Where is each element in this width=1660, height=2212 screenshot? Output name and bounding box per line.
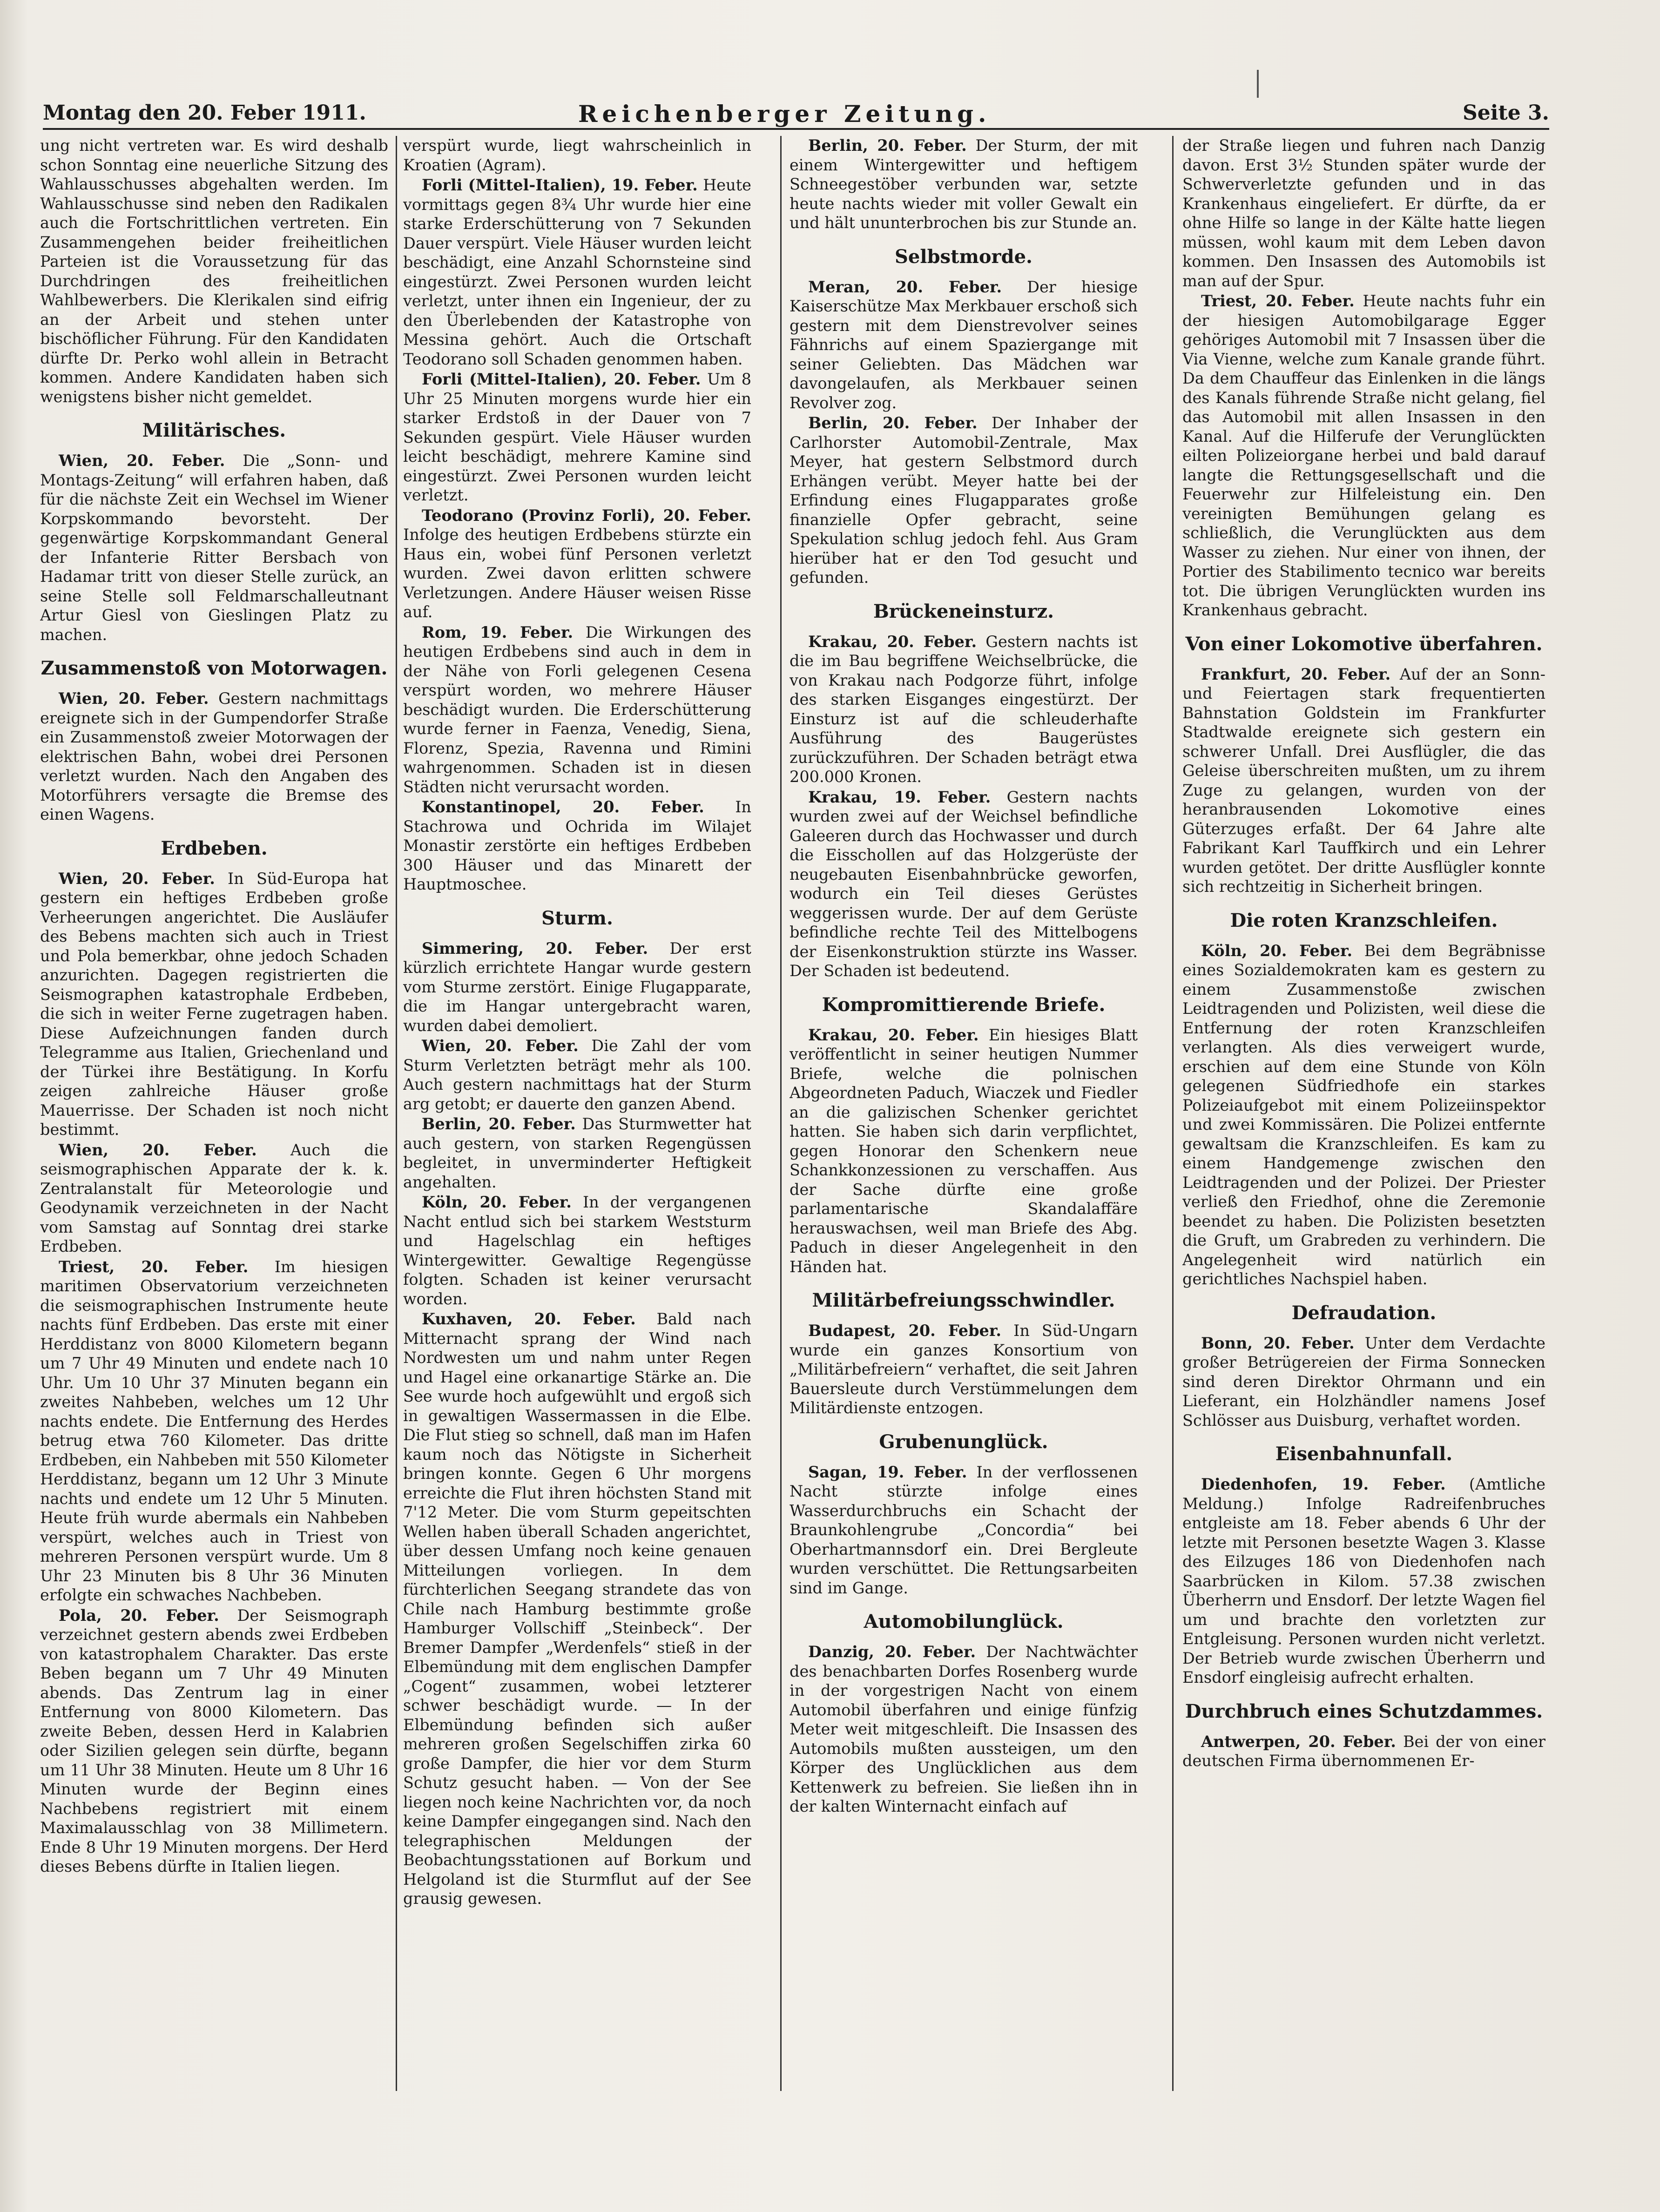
paragraph-text: Heute vormittags gegen 8¾ Uhr wurde hier eine starke Erderschütterung von 7 Sekunden Dauer verspürt. Viele Häuser wurden leicht beschädigt, eine Anzahl Schornsteine sind eingestürzt. Zwei Personen wurden leicht verletzt, unter ihnen ein Ingenieur, der zu den Überlebenden der Katastrophe von Messina gehört. Auch die Ortschaft Teodorano soll Schaden genommen haben. [403,176,751,368]
article-heading: Eisenbahnunfall. [1275,1443,1453,1465]
article-heading: Grubenunglück. [879,1430,1048,1453]
newspaper-title: Reichenberger Zeitung. [578,100,991,128]
article-heading: Die roten Kranzschleifen. [1230,909,1498,931]
dateline: Rom, 19. Feber. [422,623,574,641]
article-heading: Zusammenstoß von Motorwagen. [40,657,388,679]
paragraph-text: Der Inhaber der Carlhorster Automobil-Zentrale, Max Meyer, hat gestern Selbstmord durch Erhängen verübt. Meyer hatte bei der Erfindung eines Flugapparates große finanzielle Opfer gebracht, seine Spekulation schlug jedoch fehl. Aus Gram hierüber hat er den Tod gesucht und gefunden. [790,414,1138,587]
paragraph-text: In der verflossenen Nacht stürzte infolge eines Wasserdurchbruchs ein Schacht der Braunkohlengrube „Concordia“ bei Oberhartmannsdorf ein. Drei Bergleute wurden verschüttet. Die Rettungsarbeiten sind im Gange. [790,1463,1138,1597]
column-1 [40,136,388,2128]
article-paragraph [403,175,751,369]
article-paragraph [790,632,1138,787]
page-number: Seite 3. [1462,101,1549,125]
article-paragraph [40,451,388,644]
paragraph-text: Ein hiesiges Blatt veröffentlicht in seiner heutigen Nummer Briefe, welche die polnischen Abgeordneten Paduch, Wiaczek und Fiedler an die galizischen Schenker gerichtet hatten. Sie haben sich darin verpflichtet, gegen Honorar den Schenkern neue Schankkonzessionen zu verschaffen. Aus der Sache dürfte eine große parlamentarische Skandalaffäre herauswachsen, weil man Briefe des Abg. Paduch in dieser Angelegenheit in den Händen hat. [790,1025,1138,1276]
article-heading: Militärbefreiungsschwindler. [812,1289,1115,1311]
article-paragraph [790,1321,1138,1418]
paragraph-text: Auf der an Sonn- und Feiertagen stark frequentierten Bahnstation Goldstein im Frankfurter Stadtwalde ereignete sich gestern ein schwerer Unfall. Drei Ausflügler, die das Geleise überschreiten mußten, um zu ihrem Zuge zu gelangen, wurden von der heranbrausenden Lokomotive eines Güterzuges erfaßt. Der 64 Jahre alte Fabrikant Karl Tauffkirch und ein Lehrer wurden getötet. Der dritte Ausflügler konnte sich rechtzeitig in Sicherheit bringen. [1182,665,1545,896]
paragraph-text: Der erst kürzlich errichtete Hangar wurde gestern vom Sturme zerstört. Einige Flugapparate, die im Hangar untergebracht waren, wurden dabei demoliert. [403,939,751,1035]
paragraph-text: Der Nachtwächter des benachbarten Dorfes Rosenberg wurde in der vorgestrigen Nacht von einem Automobil überfahren und einige fünfzig Meter weit mitgeschleift. Die Insassen des Automobils mußten aussteigen, um den Körper des Unglücklichen aus dem Kettenwerk zu befreien. Sie ließen ihn in der kalten Winternacht einfach auf [790,1643,1138,1815]
dateline: Danzig, 20. Feber. [808,1643,976,1661]
article-paragraph [790,136,1138,233]
article-paragraph [40,689,388,824]
article-paragraph [403,939,751,1036]
paragraph-text: Das Sturmwetter hat auch gestern, von starken Regengüssen begleitet, in unverminderter Heftigkeit angehalten. [403,1115,751,1191]
column-4 [1182,136,1545,2128]
article-paragraph [1182,941,1545,1289]
article-paragraph [403,1193,751,1308]
paragraph-text: Auch die seismographischen Apparate der k. k. Zentralanstalt für Meteorologie und Geodynamik verzeichneten in der Nacht vom Samstag auf Sonntag drei starke Erdbeben. [40,1140,388,1255]
column-2 [403,136,751,2128]
column-3 [790,136,1138,2128]
paragraph-text: (Amtliche Meldung.) Infolge Radreifenbruches entgleiste am 18. Feber abends 6 Uhr der letzte mit Personen besetzte Wagen 3. Klasse des Eilzuges 186 von Diedenhofen nach Saarbrücken in Kilom. 57.38 zwischen Überherrn und Ensdorf. Der letzte Wagen fiel um und brachte den vorletzten zur Entgleisung. Personen wurden nicht verletzt. Der Betrieb wurde zwischen Überherrn und Ensdorf eingleisig aufrecht erhalten. [1182,1475,1545,1686]
paragraph-text: Im hiesigen maritimen Observatorium verzeichneten die seismographischen Instrumente heute nachts fünf Erdbeben. Das erste mit einer Herddistanz von 8000 Kilometern begann um 7 Uhr 49 Minuten und endete nach 10 Uhr. Um 10 Uhr 37 Minuten begann ein zweites Nahbeben, welches um 12 Uhr nachts endete. Die Entfernung des Herdes betrug etwa 760 Kilometer. Das dritte Erdbeben, ein Nahbeben mit 550 Kilometer Herddistanz, begann um 12 Uhr 3 Minute nachts und endete um 12 Uhr 5 Minuten. Heute früh wurde abermals ein Nahbeben verspürt, welches auch in Triest von mehreren Personen verspürt wurde. Um 8 Uhr 23 Minuten bis 8 Uhr 36 Minuten erfolgte ein schwaches Nachbeben. [40,1257,388,1604]
article-paragraph [403,136,751,175]
paragraph-text: In Süd-Ungarn wurde ein ganzes Konsortium von „Militärbefreiern“ verhaftet, die seit Jahren Bauersleute durch Verstümmelungen dem Militärdienste entzogen. [790,1322,1138,1417]
paragraph-text: Bei der von einer deutschen Firma übernommenen Er- [1182,1732,1545,1770]
article-heading: Erdbeben. [161,837,268,859]
paragraph-text: Gestern nachts ist die im Bau begriffene Weichselbrücke, die von Krakau nach Podgorze führt, infolge des starken Eisganges eingestürzt. Der Einsturz ist auf die schleuderhafte Ausführung des Baugerüstes zurückzuführen. Der Schaden beträgt etwa 200.000 Kronen. [790,632,1138,786]
running-head [43,95,1549,130]
article-paragraph [1182,665,1545,897]
article-paragraph [790,277,1138,413]
article-heading: Kompromittierende Briefe. [822,993,1106,1016]
dateline: Konstantinopel, 20. Feber. [422,798,704,816]
dateline: Wien, 20. Feber. [59,869,215,888]
article-paragraph [1182,291,1545,620]
column-rule [396,136,397,2091]
paragraph-text: Bald nach Mitternacht sprang der Wind nach Nordwesten um und nahm unter Regen und Hagel eine orkanartige Stärke an. Die See wurde hoch aufgewühlt und ergoß sich in gewaltigen Wassermassen in die Elbe. Die Flut stieg so schnell, daß man im Hafen kaum noch das Nötigste in Sicherheit bringen konnte. Gegen 6 Uhr morgens erreichte die Flut ihren höchsten Stand mit 7'12 Meter. Die vom Sturm gepeitschten Wellen haben überall Schaden angerichtet, über dessen Umfang noch keine genauen Mitteilungen vorliegen. In dem fürchterlichen Seegang strandete das von Chile nach Hamburg bestimmte große Hamburger Vollschiff „Steinbeck“. Der Bremer Dampfer „Werdenfels“ stieß in der Elbemündung mit dem englischen Dampfer „Cogent“ zusammen, wobei letzterer schwer beschädigt wurde. — In der Elbemündung befinden sich außer mehreren großen Segelschiffen zirka 60 große Dampfer, die hier vor dem Sturm Schutz gesucht haben. — Von der See liegen noch keine Nachrichten vor, da noch keine Dampfer eingegangen sind. Nach den telegraphischen Meldungen der Beobachtungsstationen auf Borkum und Helgoland ist die Sturmflut auf der See grausig gewesen. [403,1310,751,1908]
dateline: Antwerpen, 20. Feber. [1201,1732,1396,1751]
article-paragraph [1182,1475,1545,1687]
dateline: Forli (Mittel-Italien), 19. Feber. [422,176,698,194]
article-paragraph [403,797,751,894]
dateline: Teodorano (Provinz Forli), 20. Feber. [422,506,751,525]
dateline: Wien, 20. Feber. [422,1037,579,1055]
dateline: Meran, 20. Feber. [808,277,1002,296]
paragraph-text: Die Wirkungen des heutigen Erdbebens sind auch in dem in der Nähe von Forli gelegenen Cesena verspürt worden, wo mehrere Häuser beschädigt wurden. Die Erderschütterung wurde ferner in Faenza, Venedig, Siena, Florenz, Spezia, Ravenna und Rimini wahrgenommen. Schaden ist in diesen Städten nicht verursacht worden. [403,623,751,796]
paragraph-text: Unter dem Verdachte großer Betrügereien der Firma Sonnecken sind deren Direktor Ohrmann und ein Lieferant, ein Holzhändler namens Josef Schlösser aus Duisburg, verhaftet worden. [1182,1334,1545,1430]
article-heading: Brückeneinsturz. [873,600,1054,622]
paragraph-text: Die Zahl der vom Sturm Verletzten beträgt mehr als 100. Auch gestern nachmittags hat der Sturm arg getobt; er dauerte den ganzen Abend. [403,1037,751,1113]
paragraph-text: Gestern nachmittags ereignete sich in der Gumpendorfer Straße ein Zusammenstoß zweier Motorwagen der elektrischen Bahn, wobei drei Personen verletzt wurden. Nach den Angaben des Motorführers versagte die Bremse des einen Wagens. [40,689,388,823]
paragraph-text: Die „Sonn- und Montags-Zeitung“ will erfahren haben, daß für die nächste Zeit ein Wechsel im Wiener Korpskommando bevorsteht. Der gegenwärtige Korpskommandant General der Infanterie Ritter Bersbach von Hadamar tritt von dieser Stelle zurück, an seine Stelle soll Feldmarschalleutnant Artur Giesl von Gieslingen Platz zu machen. [40,452,388,644]
paragraph-text: Gestern nachts wurden zwei auf der Weichsel befindliche Galeeren durch das Hochwasser und durch die Eisschollen auf das Holzgerüste der neugebauten Eisenbahnbrücke geworfen, wodurch ein Teil dieses Gerüstes weggerissen wurde. Der auf dem Gerüste befindliche rechte Teil des Mittelbogens der Eisenkonstruktion stürzte ins Wasser. Der Schaden ist bedeutend. [790,788,1138,980]
article-paragraph [40,136,388,406]
article-paragraph [1182,136,1545,290]
article-heading: Selbstmorde. [895,245,1032,268]
paragraph-text: verspürt wurde, liegt wahrscheinlich in Kroatien (Agram). [403,136,751,174]
article-paragraph [403,1309,751,1909]
paragraph-text: Der Seismograph verzeichnet gestern abends zwei Erdbeben von katastrophalem Charakter. Das erste Beben begann um 7 Uhr 49 Minuten abends. Das Zentrum lag in einer Entfernung von 8000 Kilometern. Das zweite Beben, dessen Herd in Kalabrien oder Sizilien gelegen sein dürfte, begann um 11 Uhr 38 Minuten. Heute um 8 Uhr 16 Minuten wurde der Beginn eines Nachbebens registriert mit einem Maximalausschlag von 38 Millimetern. Ende 8 Uhr 19 Minuten morgens. Der Herd dieses Bebens dürfte in Italien liegen. [40,1606,388,1875]
article-heading: Sturm. [541,907,613,929]
article-paragraph [40,1140,388,1256]
dateline: Berlin, 20. Feber. [808,136,967,155]
paragraph-text: In der vergangenen Nacht entlud sich bei starkem Weststurm und Hagelschlag ein heftiges Wintergewitter. Gewaltige Regengüsse folgten. Schaden ist keiner verursacht worden. [403,1193,751,1308]
dateline: Krakau, 19. Feber. [808,788,991,806]
dateline: Sagan, 19. Feber. [808,1463,967,1481]
article-paragraph [790,413,1138,587]
dateline: Forli (Mittel-Italien), 20. Feber. [422,370,701,388]
paragraph-text: Der Sturm, der mit einem Wintergewitter und heftigem Schneegestöber verbunden war, setzte heute nachts wieder mit voller Gewalt ein und hält ununterbrochen bis zur Stunde an. [790,136,1138,232]
dateline: Kuxhaven, 20. Feber. [422,1310,636,1328]
dateline: Budapest, 20. Feber. [808,1322,1002,1340]
paragraph-text: Um 8 Uhr 25 Minuten morgens wurde hier ein starker Erdstoß in der Dauer von 7 Sekunden gespürt. Viele Häuser wurden leicht beschädigt, mehrere Kamine sind eingestürzt. Zwei Personen wurden leicht verletzt. [403,370,751,504]
dateline: Berlin, 20. Feber. [422,1115,576,1133]
paragraph-text: ung nicht vertreten war. Es wird deshalb schon Sonntag eine neuerliche Sitzung des Wahlausschusses abgehalten werden. Im Wahlausschusse sind neben den Radikalen auch die Fortschrittlichen vertreten. Ein Zusammengehen beider freiheitlichen Parteien ist die Voraussetzung für das Durchdringen des freiheitlichen Wahlbewerbers. Die Klerikalen sind eifrig an der Arbeit und stehen unter bischöflicher Führung. Für den Kandidaten dürfte Dr. Perko wohl allein in Betracht kommen. Andere Kandidaten haben sich wenigstens bisher nicht gemeldet. [40,136,388,406]
article-paragraph [40,869,388,1140]
dateline: Pola, 20. Feber. [59,1606,219,1625]
article-paragraph [403,1036,751,1113]
paragraph-text: In Stachrowa und Ochrida im Wilajet Monastir zerstörte ein heftiges Erdbeben 300 Häuser und das Minarett der Hauptmoschee. [403,798,751,893]
paragraph-text: Der hiesige Kaiserschütze Max Merkbauer erschoß sich gestern mit dem Dienstrevolver seines Fähnrichs auf einem Spaziergange mit seiner Geliebten. Das Mädchen war davongelaufen, als Merkbauer seinen Revolver zog. [790,277,1138,412]
article-heading: Durchbruch eines Schutzdammes. [1185,1700,1543,1722]
article-heading: Militärisches. [142,419,286,441]
dateline: Krakau, 20. Feber. [808,1025,979,1044]
article-paragraph [790,788,1138,981]
dateline: Diedenhofen, 19. Feber. [1201,1475,1446,1493]
dateline: Simmering, 20. Feber. [422,939,648,958]
dateline: Triest, 20. Feber. [1201,292,1355,310]
dateline: Krakau, 20. Feber. [808,632,977,651]
dateline: Wien, 20. Feber. [59,689,209,708]
paragraph-text: Heute nachts fuhr ein der hiesigen Automobilgarage Egger gehöriges Automobil mit 7 Insassen über die Via Vienne, welche zum Kanale grande führt. Da dem Chauffeur das Einlenken in die längs des Kanals führende Straße nicht gelang, fiel das Automobil mit allen Insassen in den Kanal. Auf die Hilferufe der Verunglückten eilten Polizeiorgane herbei und bald darauf langte die Rettungsgesellschaft und die Feuerwehr zur Hilfeleistung ein. Den vereinigten Bemühungen gelang es schließlich, die Verunglückten aus dem Wasser zu ziehen. Nur einer von ihnen, der Portier des Stabilimento tecnico war bereits tot. Die übrigen Verunglückten wurden ins Krankenhaus gebracht. [1182,292,1545,619]
paragraph-text: Bei dem Begräbnisse eines Sozialdemokraten kam es gestern zu einem Zusammenstoße zwischen Leidtragenden und Polizisten, weil diese die Entfernung der roten Kranzschleifen verlangten. Als dies verweigert wurde, erschien auf dem eine Stunde von Köln gelegenen Südfriedhofe ein starkes Polizeiaufgebot mit einem Polizeiinspektor und zwei Kommissären. Die Polizei entfernte gewaltsam die Kranzschleifen. Es kam zu einem Handgemenge zwischen den Leidtragenden und der Polizei. Der Priester verließ den Friedhof, ohne die Zeremonie beendet zu haben. Die Polizisten besetzten die Gruft, um Grabreden zu verhindern. Die Angelegenheit wird natürlich ein gerichtliches Nachspiel haben. [1182,941,1545,1288]
paragraph-text: Infolge des heutigen Erdbebens stürzte ein Haus ein, wobei fünf Personen verletzt wurden. Zwei davon erlitten schwere Verletzungen. Andere Häuser weisen Risse auf. [403,526,751,621]
article-paragraph [1182,1334,1545,1430]
article-paragraph [40,1257,388,1605]
article-paragraph [403,506,751,622]
article-paragraph [40,1606,388,1876]
column-rule [780,136,782,2091]
article-paragraph [403,1114,751,1192]
article-paragraph [790,1642,1138,1816]
article-heading: Von einer Lokomotive überfahren. [1185,633,1543,655]
paragraph-text: der Straße liegen und fuhren nach Danzig davon. Erst 3½ Stunden später wurde der Schwerverletzte gefunden und in das Krankenhaus eingeliefert. Er dürfte, da er ohne Hilfe so lange in der Kälte hatte liegen müssen, wohl kaum mit dem Leben davon kommen. Den Insassen des Automobils ist man auf der Spur. [1182,136,1545,290]
dateline: Köln, 20. Feber. [1201,941,1353,960]
dateline: Frankfurt, 20. Feber. [1201,665,1391,683]
issue-date: Montag den 20. Feber 1911. [43,101,366,125]
article-heading: Automobilunglück. [864,1611,1064,1632]
dateline: Triest, 20. Feber. [59,1257,249,1276]
dateline: Köln, 20. Feber. [422,1193,572,1211]
dateline: Wien, 20. Feber. [59,452,225,470]
paragraph-text: In Süd-Europa hat gestern ein heftiges Erdbeben große Verheerungen angerichtet. Die Ausläufer des Bebens machten sich auch in Triest und Pola bemerkbar, ohne jedoch Schaden anzurichten. Dagegen registrierten die Seismographen katastrophale Erdbeben, die sich in weiter Ferne zugetragen haben. Diese Aufzeichnungen fanden durch Telegramme aus Italien, Griechenland und der Türkei ihre Bestätigung. In Korfu zeigen zahlreiche Häuser große Mauerrisse. Der Schaden ist noch nicht bestimmt. [40,869,388,1139]
article-heading: Defraudation. [1291,1302,1437,1324]
dateline: Wien, 20. Feber. [59,1140,257,1159]
article-paragraph [403,623,751,797]
article-paragraph [1182,1732,1545,1771]
dateline: Berlin, 20. Feber. [808,414,978,432]
dateline: Bonn, 20. Feber. [1201,1334,1355,1352]
scan-mark [1257,70,1259,98]
article-paragraph [790,1025,1138,1277]
article-paragraph [403,370,751,505]
column-rule [1172,136,1174,2091]
article-paragraph [790,1463,1138,1598]
